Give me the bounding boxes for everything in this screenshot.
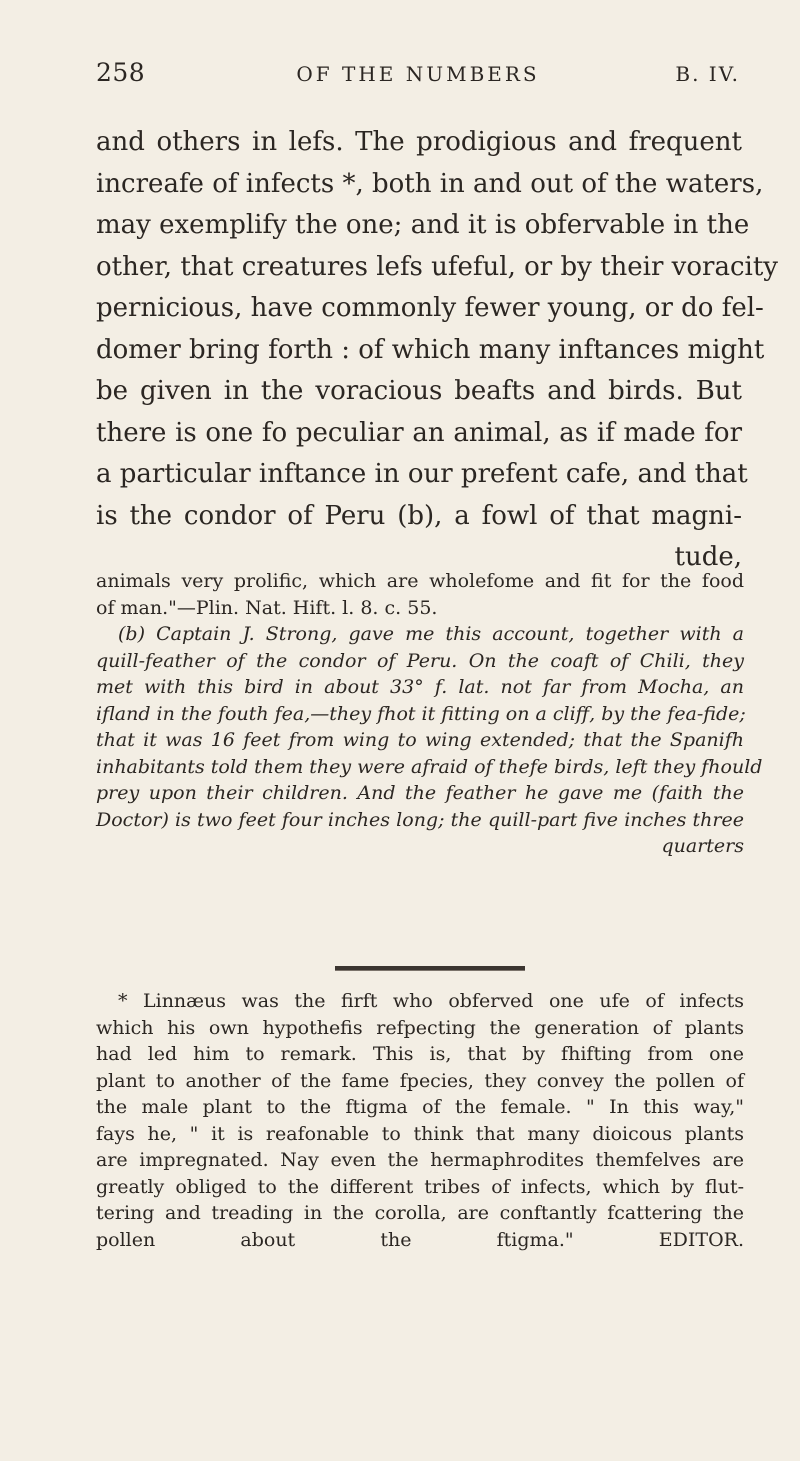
editor-note-line: tering and treading in the corolla, are conftantly fcattering the bbox=[96, 1202, 744, 1224]
editor-note-line: had led him to remark. This is, that by fhifting from one bbox=[96, 1043, 744, 1065]
footnote-b-line: that it was 16 feet from wing to wing extended; that the Spanifh bbox=[96, 729, 744, 751]
main-text-line: be given in the voracious beafts and birds. But bbox=[96, 376, 742, 406]
footnote-b-line: met with this bird in about 33° f. lat. not far from Mocha, an bbox=[96, 676, 744, 698]
main-text-line: increafe of infects *, both in and out of the waters, bbox=[96, 168, 764, 199]
editor-note bbox=[96, 988, 744, 1253]
editor-note-line: the male plant to the ftigma of the female. " In this way," bbox=[96, 1096, 744, 1118]
note-divider-rule bbox=[335, 966, 525, 971]
footnote-b-line: inhabitants told them they were afraid of thefe birds, left they fhould bbox=[96, 755, 763, 778]
footnote-b-line: prey upon their children. And the feather he gave me (faith the bbox=[96, 782, 744, 804]
page-number: 258 bbox=[96, 58, 146, 87]
footnote-b-line: Doctor) is two feet four inches long; the quill-part five inches three bbox=[96, 808, 744, 831]
footnotes bbox=[96, 568, 763, 860]
main-text-line: and others in lefs. The prodigious and frequent bbox=[96, 127, 742, 157]
editor-note-line: pollen about the ftigma." EDITOR. bbox=[96, 1228, 744, 1251]
footnote-line: animals very prolific, which are wholefome and fit for the food bbox=[96, 570, 744, 592]
running-header bbox=[96, 58, 740, 94]
footnote-catchword: quarters bbox=[661, 835, 744, 857]
editor-note-line: which his own hypothefis refpecting the generation of plants bbox=[96, 1016, 744, 1039]
editor-note-line: plant to another of the fame fpecies, they convey the pollen of bbox=[96, 1069, 744, 1092]
footnote-b-line: ifland in the fouth fea,—they fhot it fitting on a cliff, by the fea-fide; bbox=[96, 702, 746, 725]
editor-note-line: greatly obliged to the different tribes of infects, which by flut- bbox=[96, 1175, 744, 1198]
main-text-line: there is one fo peculiar an animal, as if made for bbox=[96, 417, 742, 448]
editor-note-line: are impregnated. Nay even the hermaphrodites themfelves are bbox=[96, 1149, 744, 1171]
main-text-line: other, that creatures lefs ufeful, or by their voracity bbox=[96, 251, 778, 282]
running-title: OF THE NUMBERS bbox=[296, 62, 540, 86]
main-text-line: pernicious, have commonly fewer young, or do fel- bbox=[96, 293, 764, 323]
main-text bbox=[96, 122, 778, 579]
editor-note-line: * Linnæus was the firft who obferved one ufe of infects bbox=[118, 990, 744, 1012]
footnote-b-line: quill-feather of the condor of Peru. On the coaft of Chili, they bbox=[96, 649, 744, 672]
main-text-line: a particular inftance in our prefent cafe, and that bbox=[96, 459, 748, 489]
editor-note-line: fays he, " it is reafonable to think that many dioicous plants bbox=[96, 1122, 744, 1145]
main-text-line: domer bring forth : of which many inftances might bbox=[96, 334, 765, 365]
main-text-line: is the condor of Peru (b), a fowl of that magni- bbox=[96, 500, 742, 531]
footnote-line: of man."—Plin. Nat. Hift. l. 8. c. 55. bbox=[96, 596, 438, 619]
main-text-line: may exemplify the one; and it is obfervable in the bbox=[96, 210, 750, 240]
book-reference: B. IV. bbox=[675, 62, 740, 86]
footnote-b-line: (b) Captain J. Strong, gave me this account, together with a bbox=[118, 623, 744, 645]
catchword: tude, bbox=[674, 542, 742, 572]
